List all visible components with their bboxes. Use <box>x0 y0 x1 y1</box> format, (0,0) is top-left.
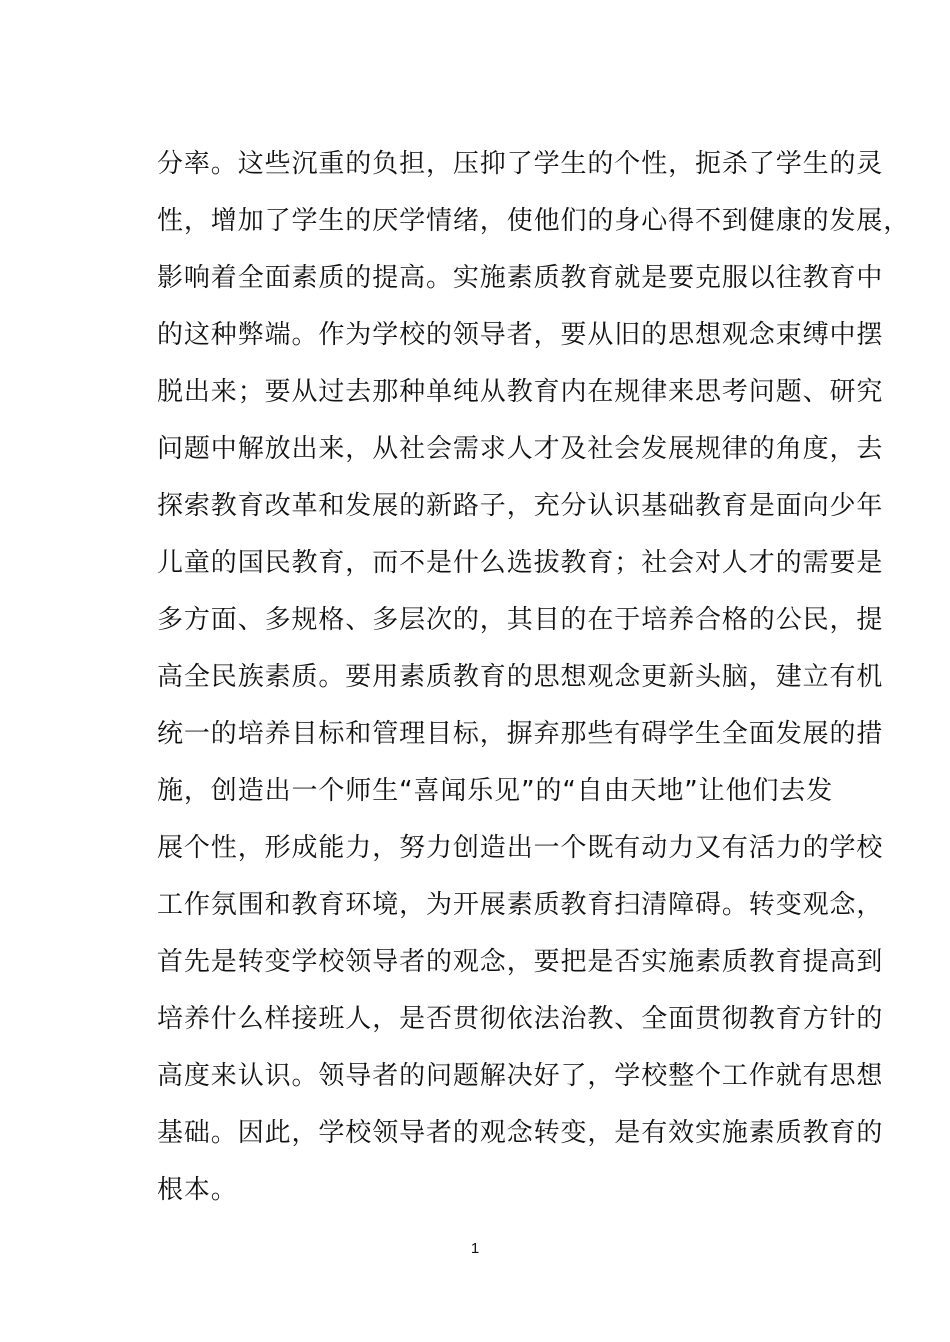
text-line: 高全民族素质。要用素质教育的思想观念更新头脑，建立有机 <box>157 662 884 692</box>
text-line: 性，增加了学生的厌学情绪，使他们的身心得不到健康的发展， <box>157 206 911 236</box>
text-line: 的这种弊端。作为学校的领导者，要从旧的思想观念束缚中摆 <box>157 320 884 350</box>
text-line: 儿童的国民教育，而不是什么选拔教育；社会对人才的需要是 <box>157 548 884 578</box>
text-line: 根本。 <box>157 1175 238 1205</box>
text-line: 问题中解放出来，从社会需求人才及社会发展规律的角度，去 <box>157 434 884 464</box>
text-line: 统一的培养目标和管理目标，摒弃那些有碍学生全面发展的措 <box>157 719 884 749</box>
body-text <box>157 136 911 1219</box>
text-line: 展个性，形成能力，努力创造出一个既有动力又有活力的学校 <box>157 833 884 863</box>
text-line: 施，创造出一个师生“喜闻乐见”的“自由天地”让他们去发 <box>157 776 834 806</box>
text-line: 影响着全面素质的提高。实施素质教育就是要克服以往教育中 <box>157 263 884 293</box>
text-line: 基础。因此，学校领导者的观念转变，是有效实施素质教育的 <box>157 1118 884 1148</box>
text-line: 培养什么样接班人，是否贯彻依法治教、全面贯彻教育方针的 <box>157 1004 884 1034</box>
page-number: 1 <box>470 1240 480 1257</box>
text-line: 脱出来；要从过去那种单纯从教育内在规律来思考问题、研究 <box>157 377 884 407</box>
text-line: 探索教育改革和发展的新路子，充分认识基础教育是面向少年 <box>157 491 884 521</box>
text-line: 工作氛围和教育环境，为开展素质教育扫清障碍。转变观念， <box>157 890 884 920</box>
text-line: 首先是转变学校领导者的观念，要把是否实施素质教育提高到 <box>157 947 884 977</box>
text-line: 高度来认识。领导者的问题解决好了，学校整个工作就有思想 <box>157 1061 884 1091</box>
text-line: 多方面、多规格、多层次的，其目的在于培养合格的公民，提 <box>157 605 884 635</box>
text-line: 分率。这些沉重的负担，压抑了学生的个性，扼杀了学生的灵 <box>157 149 884 179</box>
